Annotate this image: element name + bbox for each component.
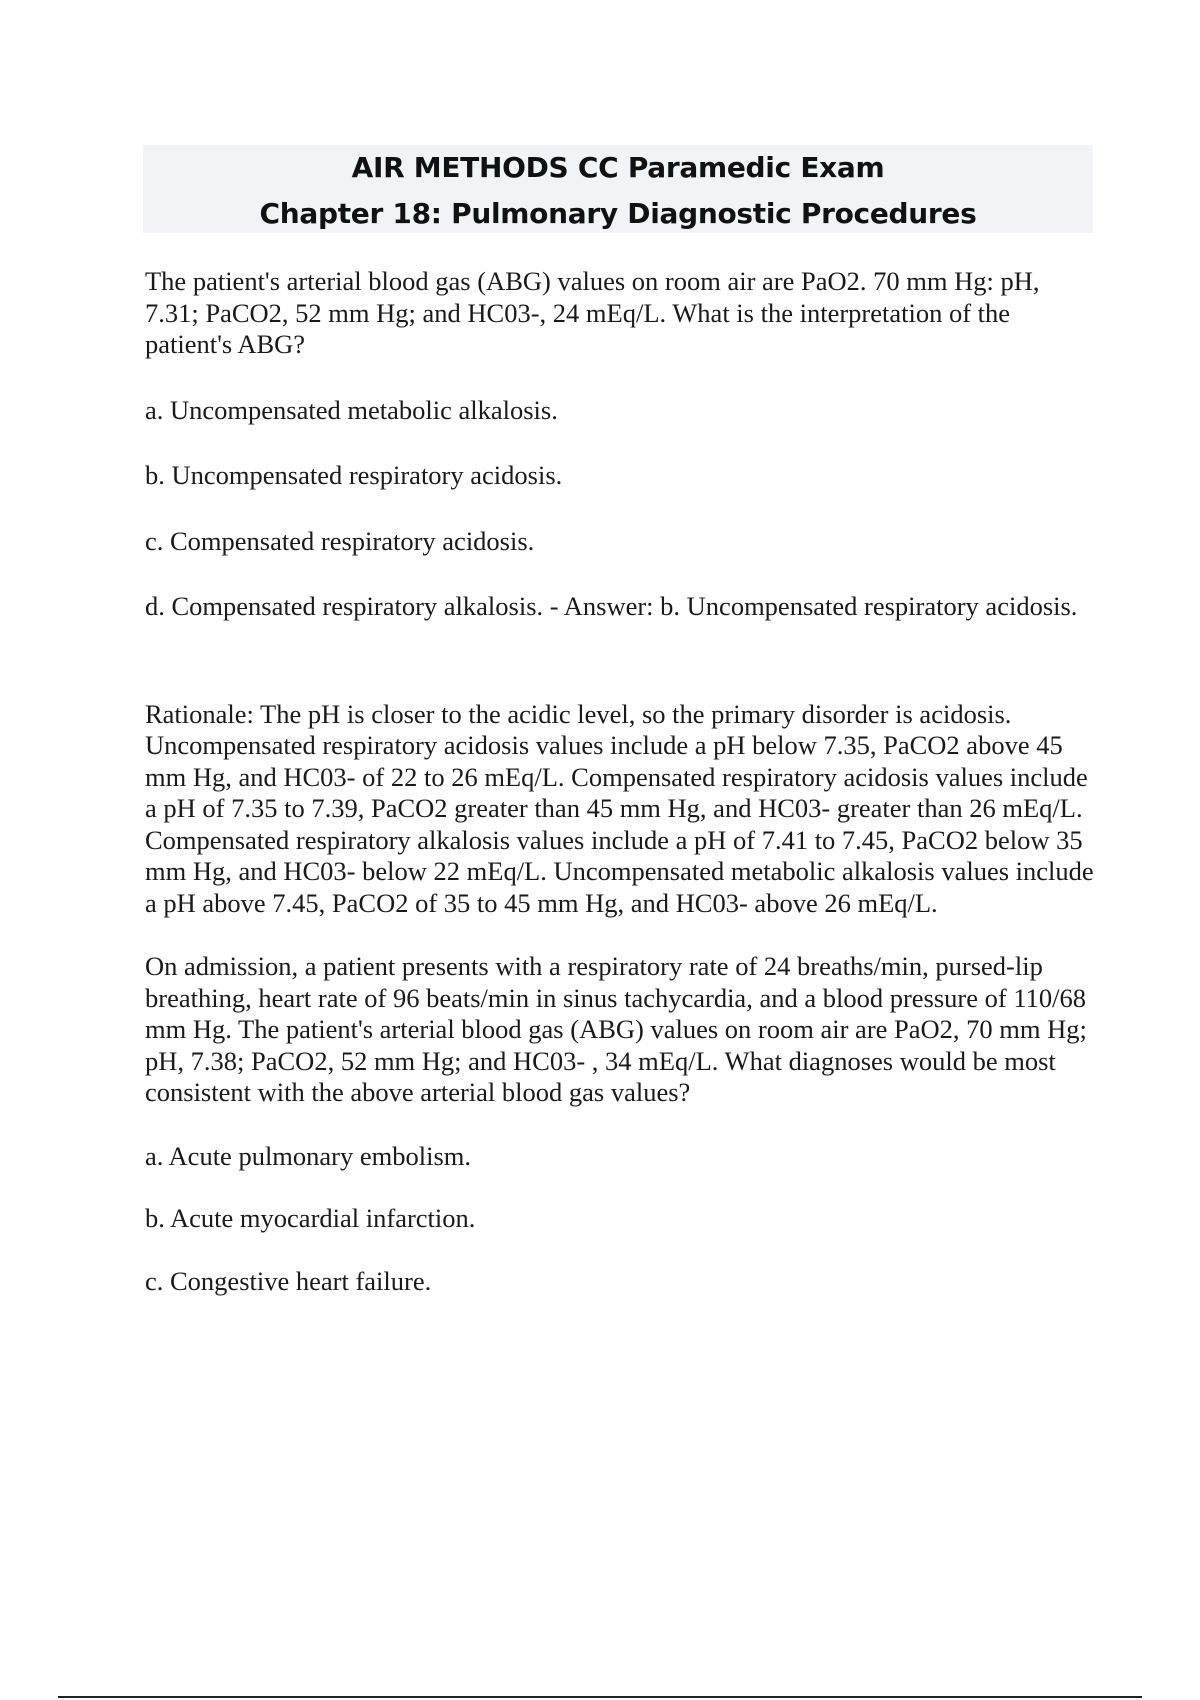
question-2-option-c: c. Congestive heart failure. bbox=[145, 1265, 432, 1296]
question-1-option-a: a. Uncompensated metabolic alkalosis. bbox=[145, 394, 558, 425]
question-1-text: The patient's arterial blood gas (ABG) values on room air are PaO2. 70 mm Hg: pH, 7.31; PaCO2, 52 mm Hg; and HC03-, 24 mEq/L. What is the interpretation of the patient's ABG? bbox=[145, 266, 1040, 359]
title-block bbox=[143, 145, 1093, 233]
chapter-title: Chapter 18: Pulmonary Diagnostic Procedures bbox=[259, 197, 977, 230]
question-2-text: On admission, a patient presents with a respiratory rate of 24 breaths/min, pursed-lip breathing, heart rate of 96 beats/min in sinus tachycardia, and a blood pressure of 110/68 mm Hg. The patient's arterial blood gas (ABG) values on room air are PaO2, 70 mm Hg; pH, 7.38; PaCO2, 52 mm Hg; and HC03- , 34 mEq/L. What diagnoses would be most consistent with the above arterial blood gas values? bbox=[145, 951, 1087, 1107]
document-title: AIR METHODS CC Paramedic Exam bbox=[351, 151, 885, 184]
footer-divider bbox=[58, 1696, 1142, 1698]
question-1-option-c: c. Compensated respiratory acidosis. bbox=[145, 525, 535, 556]
document-body bbox=[145, 266, 1095, 1328]
question-2-option-b: b. Acute myocardial infarction. bbox=[145, 1203, 476, 1233]
question-2-option-a: a. Acute pulmonary embolism. bbox=[145, 1140, 472, 1171]
question-1-option-b: b. Uncompensated respiratory acidosis. bbox=[145, 460, 563, 490]
question-1-option-d-with-answer: d. Compensated respiratory alkalosis. - Answer: b. Uncompensated respiratory acidosis. bbox=[145, 591, 1078, 621]
question-1-rationale: Rationale: The pH is closer to the acidic level, so the primary disorder is acidosis. Uncompensated respiratory acidosis values include a pH below 7.35, PaCO2 above 45 mm Hg, and HC03- of 22 to 26 mEq/L. Compensated respiratory acidosis values include a pH of 7.35 to 7.39, PaCO2 greater than 45 mm Hg, and HC03- greater than 26 mEq/L. Compensated respiratory alkalosis values include a pH of 7.41 to 7.45, PaCO2 below 35 mm Hg, and HC03- below 22 mEq/L. Uncompensated metabolic alkalosis values include a pH above 7.45, PaCO2 of 35 to 45 mm Hg, and HC03- above 26 mEq/L. bbox=[145, 698, 1094, 918]
